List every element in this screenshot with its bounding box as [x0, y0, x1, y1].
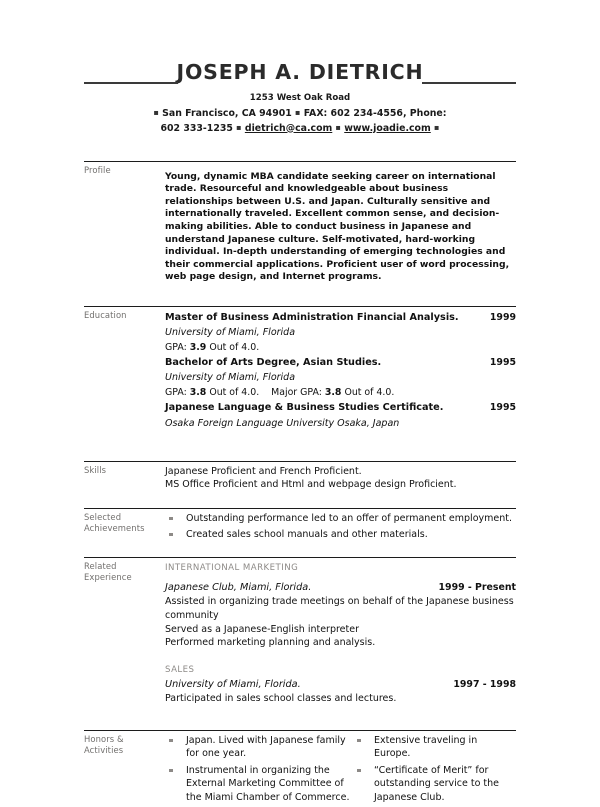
gpa-suffix: Out of 4.0. [209, 387, 260, 399]
gpa-label: GPA: [165, 342, 187, 354]
gpa-line [165, 385, 516, 400]
bullet-separator-icon: ▪ [236, 122, 242, 132]
section-label-honors [84, 731, 165, 757]
employer-name: Japanese Club, Miami, Florida. [165, 581, 312, 593]
name-row [0, 58, 600, 88]
city-state-zip: San Francisco, CA 94901 [162, 107, 292, 119]
section-experience [0, 558, 600, 706]
bullet-separator-icon: ▪ [153, 107, 159, 117]
major-gpa-suffix: Out of 4.0. [344, 387, 395, 399]
honors-column-right [353, 734, 516, 807]
list-item: Instrumental in organizing the External Marketing Committee of the Miami Chamber of Commerce. [165, 764, 353, 805]
section-education [0, 307, 600, 431]
degree-title: Master of Business Administration Financial Analysis. [165, 311, 459, 323]
list-item: Extensive traveling in Europe. [353, 734, 516, 761]
section-label-education: Education [84, 309, 127, 320]
experience-category: INTERNATIONAL MARKETING [165, 562, 299, 573]
section-skills [0, 462, 600, 492]
employment-dates: 1997 - 1998 [453, 678, 516, 690]
experience-category: SALES [165, 664, 195, 675]
major-gpa-value: 3.8 [324, 387, 342, 399]
employer-name: University of Miami, Florida. [165, 678, 301, 690]
degree-year: 1995 [489, 357, 516, 369]
fax-phone-label: FAX: 602 234-4556, Phone: [303, 107, 447, 119]
street-address: 1253 West Oak Road [249, 93, 351, 103]
institution-name: Osaka Foreign Language University Osaka, Japan [165, 417, 400, 429]
degree-title: Japanese Language & Business Studies Certificate. [165, 402, 444, 414]
education-entry [165, 355, 516, 400]
honors-column-left [165, 734, 353, 807]
list-item: Created sales school manuals and other materials. [165, 528, 516, 542]
list-item: Japan. Lived with Japanese family for one year. [165, 734, 353, 761]
experience-detail: Performed marketing planning and analysis. [165, 637, 376, 649]
section-label-profile: Profile [84, 164, 111, 175]
phone-number: 602 333-1235 [160, 122, 233, 134]
bullet-separator-icon: ▪ [434, 122, 440, 132]
achievements-list [165, 512, 516, 542]
experience-group [165, 561, 516, 650]
section-achievements [0, 509, 600, 544]
honors-list-left [165, 734, 353, 804]
experience-detail: Assisted in organizing trade meetings on behalf of the Japanese business community [165, 596, 514, 622]
experience-group [165, 663, 516, 706]
section-label-line-2: Activities [84, 745, 124, 756]
degree-year: 1995 [489, 402, 516, 414]
profile-paragraph: Young, dynamic MBA candidate seeking career on international trade. Resourceful and knowledgeable about business relationships between U.S. and Japan. Culturally sensitive and internationally traveled. Excellent common sense, and decision-making abilities. Able to conduct business in Japanese and understand Japanese culture. Self-motivated, hard-working individual. In-depth understanding of emerging technologies and their commercial applications. Proficient user of word processing, web page design, and Internet programs. [165, 170, 510, 283]
contact-line-1 [0, 106, 600, 120]
section-label-line-2: Achievements [84, 523, 145, 534]
email-link[interactable]: dietrich@ca.com [244, 122, 333, 134]
header-rule-left [84, 82, 178, 84]
gpa-suffix: Out of 4.0. [209, 342, 260, 354]
list-item: Outstanding performance led to an offer of permanent employment. [165, 512, 516, 526]
gpa-value: 3.8 [189, 387, 207, 399]
bullet-separator-icon: ▪ [295, 107, 301, 117]
gpa-label: GPA: [165, 387, 187, 399]
degree-title: Bachelor of Arts Degree, Asian Studies. [165, 357, 382, 369]
section-label-line-2: Experience [84, 572, 132, 583]
experience-detail: Participated in sales school classes and lectures. [165, 693, 397, 705]
section-profile [0, 162, 600, 284]
section-label-skills: Skills [84, 464, 107, 475]
bullet-separator-icon: ▪ [335, 122, 341, 132]
section-label-line-1: Related [84, 560, 117, 571]
honors-list-right [353, 734, 516, 804]
skills-line: MS Office Proficient and Html and webpage design Proficient. [165, 479, 457, 491]
skills-line: Japanese Proficient and French Proficient. [165, 465, 362, 477]
degree-year: 1999 [489, 311, 516, 323]
experience-detail: Served as a Japanese-English interpreter [165, 623, 359, 635]
section-label-line-1: Honors & [84, 733, 124, 744]
gpa-value: 3.9 [189, 342, 207, 354]
resume-header [0, 0, 600, 135]
institution-name: University of Miami, Florida [165, 372, 296, 384]
employment-dates: 1999 - Present [438, 581, 516, 593]
education-entry [165, 400, 516, 430]
gpa-line [165, 340, 516, 355]
page-title: JOSEPH A. DIETRICH [176, 60, 424, 84]
education-entry [165, 310, 516, 355]
section-honors [0, 731, 600, 807]
major-gpa-label: Major GPA: [271, 387, 322, 399]
institution-name: University of Miami, Florida [165, 327, 296, 339]
section-label-line-1: Selected [84, 511, 122, 522]
header-rule-right [422, 82, 516, 84]
website-link[interactable]: www.joadie.com [344, 122, 431, 134]
honors-columns [165, 734, 516, 807]
contact-line-2 [0, 121, 600, 135]
section-label-experience [84, 558, 165, 584]
list-item: “Certificate of Merit” for outstanding service to the Japanese Club. [353, 764, 516, 805]
section-label-achievements [84, 509, 165, 535]
